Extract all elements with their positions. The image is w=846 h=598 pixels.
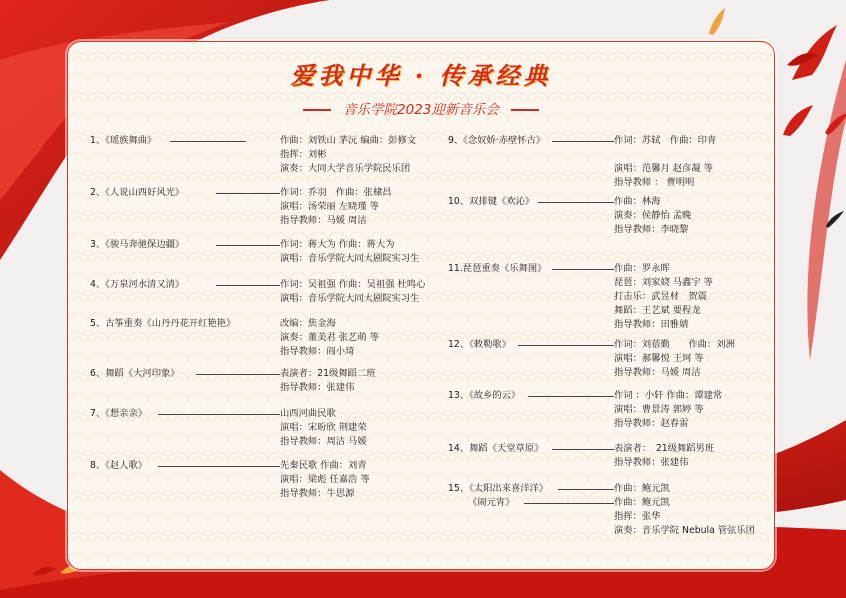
dove-icon [822,108,846,138]
detail-line: 演唱：范馨月 赵彦凝 等 [614,163,713,174]
program-details [280,186,392,228]
dove-icon [782,20,842,90]
detail-line: 指导教师 ： 曹明明 [614,177,695,188]
leader-line [538,202,614,203]
detail-line: 作词 ：小轩 作曲：谭建常 [614,390,723,401]
detail-line: 指挥：刘彬 [280,149,327,160]
leader-line [216,285,280,286]
detail-line: 指导教师：李晓黎 [614,224,689,235]
program-details [280,367,376,395]
detail-line: 作曲：鲍元凯 [614,483,670,494]
program-details [280,407,367,449]
program-title-2: 《闹元宵》 [468,497,515,508]
detail-line: 作曲：罗永晖 [614,263,670,274]
program-title: 9、《念奴娇·赤壁怀古》 [448,135,546,146]
leader-line [158,414,280,415]
program-details [280,134,416,176]
detail-line: 指导教师：马媛 周洁 [280,215,367,226]
detail-line: 指导教师：赵春雷 [614,418,689,429]
detail-line: 指导教师：田雅婧 [614,319,689,330]
page-title: 爱我中华 · 传承经典 [290,61,552,90]
program-title: 15、《太阳出来喜洋洋》 [448,483,549,494]
leader-line [170,141,246,142]
dove-icon [705,6,729,36]
detail-line: 演唱：音乐学院大同大剧院实习生 [280,253,420,264]
program-title: 8、《赵人歌》 [90,460,148,471]
detail-line: 作曲：刘铁山 茅沅 编曲：彭修文 [280,135,417,146]
program-title: 11.琵琶重奏《乐舞图》 [448,263,547,274]
detail-line: 作词：刘蓓勤 作曲：刘洲 [614,339,735,350]
program-title: 1、《瑶族舞曲》 [90,135,157,146]
detail-line: 演唱：音乐学院大同大剧院实习生 [280,293,420,304]
detail-line: 指挥：张华 [614,511,661,522]
detail-line: 表演者：21级舞蹈二班 [280,368,376,379]
detail-line: 改编：焦金海 [280,318,336,329]
detail-line: 作词：苏轼 作曲：印青 [614,135,717,146]
subtitle-text: 音乐学院2023迎新音乐会 [343,102,499,118]
divider [511,109,539,111]
detail-line: 演奏：音乐学院 Nebula 管弦乐团 [614,525,755,536]
divider [303,109,331,111]
detail-line: 指导教师：马媛 周洁 [614,367,701,378]
detail-line: 舞蹈：王艺斌 要程龙 [614,305,701,316]
detail-line [614,148,716,162]
leader-line [552,449,614,450]
detail-line: 打击乐：武昱材 贺震 [614,291,707,302]
dove-icon [824,208,846,230]
detail-line: 山西河曲民歌 [280,408,336,419]
detail-line: 指导教师：牛思源 [280,488,355,499]
program-details [614,262,713,332]
leader-line [216,193,280,194]
program-title: 3、《骏马奔驰保边疆》 [90,239,185,250]
program-title: 2、《人说山西好风光》 [90,187,185,198]
program-details [614,134,716,190]
detail-line: 作词：乔羽 作曲：张棣昌 [280,187,392,198]
program-title: 6、舞蹈《大河印象》 [90,368,180,379]
program-details [614,338,735,380]
program-title: 4、《万泉河水清又清》 [90,279,185,290]
detail-line: 作词：吴祖强 作曲：吴祖强 杜鸣心 [280,279,426,290]
leader-line [158,466,280,467]
program-title: 7、《想亲亲》 [90,408,148,419]
detail-line: 演唱：汤荣丽 左晓瑾 等 [280,201,379,212]
program-details [280,317,379,359]
detail-line: 演奏：大同大学音乐学院民乐团 [280,163,411,174]
leader-line [552,141,614,142]
detail-line: 演奏：侯静怡 孟晚 [614,210,692,221]
program-details [614,195,691,237]
detail-line: 演唱：梁彪 任嘉浩 等 [280,474,370,485]
program-title: 10、双排键《欢沁》 [448,196,535,207]
leader-line [552,269,614,270]
detail-line: 指导教师：张建伟 [280,382,355,393]
program-details [280,278,425,306]
detail-line: 先秦民歌 作曲：刘青 [280,460,367,471]
page-subtitle [68,98,774,118]
program-panel [67,41,775,570]
program-details [614,482,755,538]
detail-line: 指导教师：阎小琦 [280,346,355,357]
program-title: 5、古筝重奏《山丹丹花开红艳艳》 [90,318,236,329]
program-details [280,238,419,266]
leader-line [216,245,280,246]
detail-line: 琵琶：刘家娆 马鑫宇 等 [614,277,713,288]
detail-line: 演唱：郝馨悦 王珂 等 [614,353,704,364]
detail-line: 演奏：董美君 张艺萌 等 [280,332,379,343]
program-title: 12、《敕勒歌》 [448,339,511,350]
leader-line [196,374,280,375]
detail-line: 作词：蒋大为 作曲：蒋大为 [280,239,395,250]
detail-line: 指导教师：张建伟 [614,457,689,468]
leader-line [524,503,614,504]
detail-line: 演唱：曹景涛 郭婷 等 [614,404,704,415]
leader-line [518,345,614,346]
leader-line [528,396,614,397]
detail-line: 演唱：宋昐欣 荆建荣 [280,422,367,433]
program-details [614,442,714,470]
detail-line: 指导教师：周洁 马媛 [280,436,367,447]
detail-line: 作曲：林海 [614,196,661,207]
detail-line: 作曲：鲍元凯 [614,497,670,508]
detail-line: 表演者： 21级舞蹈男班 [614,443,715,454]
program-title: 14、舞蹈《天堂草原》 [448,443,544,454]
program-title: 13、《故乡的云》 [448,390,521,401]
program-details [280,459,370,501]
leader-line [558,489,614,490]
program-details [614,389,722,431]
dove-icon [778,100,818,140]
